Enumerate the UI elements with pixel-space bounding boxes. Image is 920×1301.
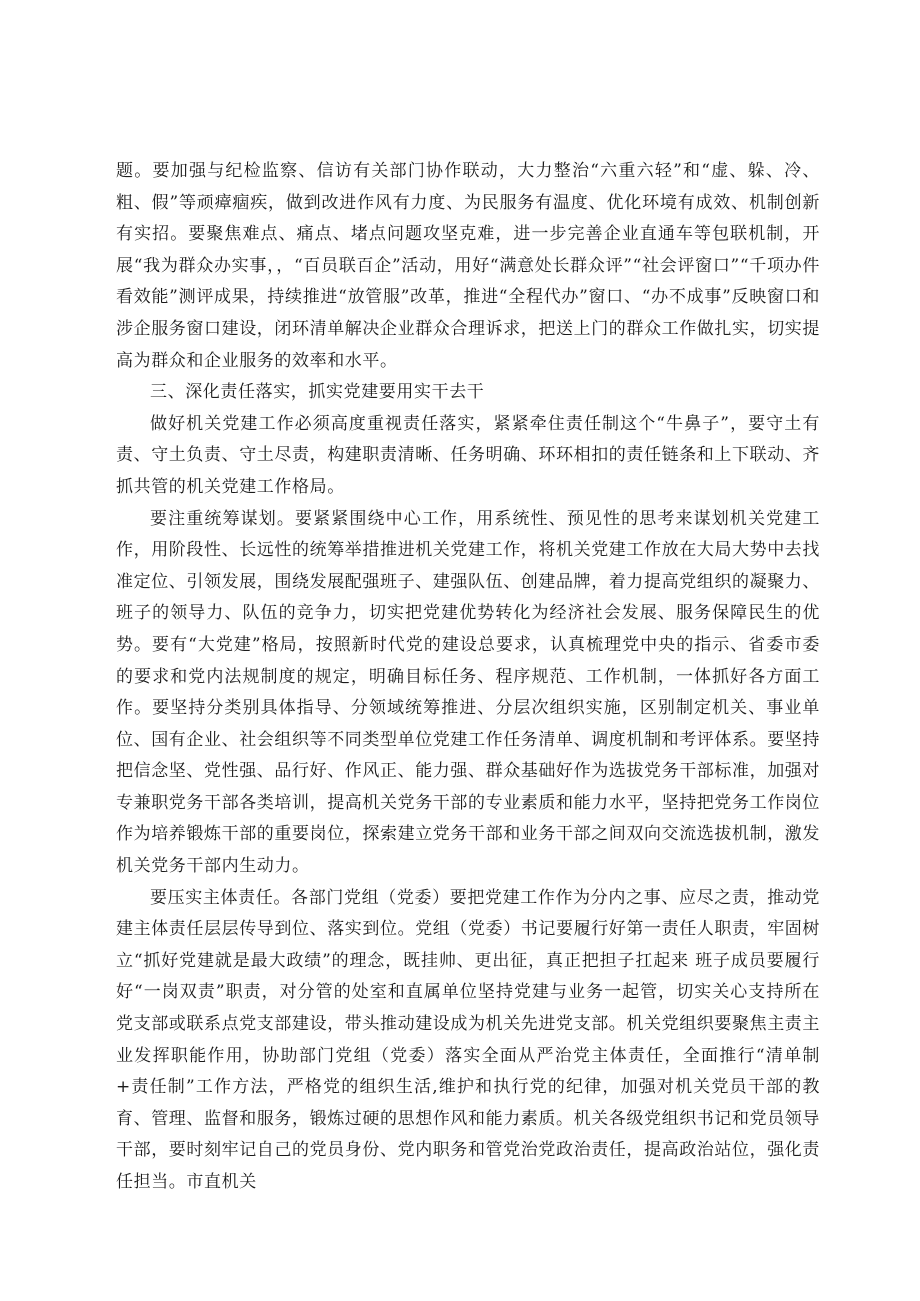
document-body xyxy=(116,156,820,1199)
paragraph-continuation: 题。要加强与纪检监察、信访有关部门协作联动，大力整治“六重六轻”和“虚、躲、冷、粗、假”等顽瘴痼疾，做到改进作风有力度、为民服务有温度、优化环境有成效、机制创新有实招。要聚焦难点、痛点、堵点问题攻坚克难，进一步完善企业直通车等包联机制，开展“我为群众办实事，，“百员联百企”活动，用好“满意处长群众评”“社会评窗口”“千项办件看效能”测评成果，持续推进“放管服”改革，推进“全程代办”窗口、“办不成事”反映窗口和涉企服务窗口建设，闭环清单解决企业群众合理诉求，把送上门的群众工作做扎实，切实提高为群众和企业服务的效率和水平。 xyxy=(116,161,820,371)
section-heading-3: 三、深化责任落实，抓实党建要用实干去干 xyxy=(150,382,485,403)
paragraph-main-responsibility: 要压实主体责任。各部门党组（党委）要把党建工作作为分内之事、应尽之责，推动党建主体责任层层传导到位、落实到位。党组（党委）书记要履行好第一责任人职责，牢固树立“抓好党建就是最大政绩”的理念，既挂帅、更出征，真正把担子扛起来 班子成员要履行好“一岗双责”职责，对分管的处室和直属单位坚持党建与业务一起管，切实关心支持所在党支部或联系点党支部建设，带头推动建设成为机关先进党支部。机关党组织要聚焦主责主业发挥职能作用，协助部门党组（党委）落实全面从严治党主体责任，全面推行“清单制+责任制”工作方法，严格党的组织生活,维护和执行党的纪律，加强对机关党员干部的教育、管理、监督和服务，锻炼过硬的思想作风和能力素质。机关各级党组织书记和党员领导干部，要时刻牢记自己的党员身份、党内职务和管党治党政治责任，提高政治站位，强化责任担当。市直机关 xyxy=(116,887,820,1192)
paragraph-overall-planning: 要注重统筹谋划。要紧紧围绕中心工作，用系统性、预见性的思考来谋划机关党建工作，用阶段性、长远性的统筹举措推进机关党建工作，将机关党建工作放在大局大势中去找准定位、引领发展，围绕发展配强班子、建强队伍、创建品牌，着力提高党组织的凝聚力、班子的领导力、队伍的竞争力，切实把党建优势转化为经济社会发展、服务保障民生的优势。要有“大党建”格局，按照新时代党的建设总要求，认真梳理党中央的指示、省委市委的要求和党内法规制度的规定，明确目标任务、程序规范、工作机制，一体抓好各方面工作。要坚持分类别具体指导、分领域统筹推进、分层次组织实施，区别制定机关、事业单位、国有企业、社会组织等不同类型单位党建工作任务清单、调度机制和考评体系。要坚持把信念坚、党性强、品行好、作风正、能力强、群众基础好作为选拔党务干部标准，加强对专兼职党务干部各类培训，提高机关党务干部的专业素质和能力水平，坚持把党务工作岗位作为培养锻炼干部的重要岗位，探索建立党务干部和业务干部之间双向交流选拔机制，激发机关党务干部内生动力。 xyxy=(116,508,820,877)
paragraph-responsibility-intro: 做好机关党建工作必须高度重视责任落实，紧紧牵住责任制这个“牛鼻子”，要守土有责、守土负责、守土尽责，构建职责清晰、任务明确、环环相扣的责任链条和上下联动、齐抓共管的机关党建工作格局。 xyxy=(116,413,820,497)
